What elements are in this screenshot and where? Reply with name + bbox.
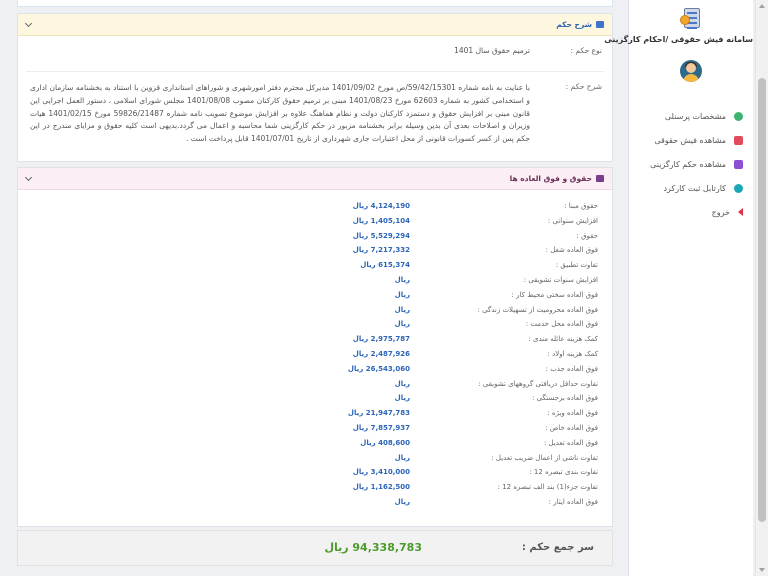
chevron-down-icon[interactable] — [25, 19, 32, 26]
salary-item-value: ریال — [394, 394, 410, 403]
top-strip — [17, 0, 613, 7]
salary-panel-title: حقوق و فوق العاده ها — [509, 174, 592, 183]
salary-item-row — [18, 217, 612, 231]
sidebar-item-label: مشاهده فیش حقوقی — [654, 135, 726, 145]
salary-item-name: فوق العاده برجستگی : — [532, 394, 598, 403]
salary-item-name: تفاوت حداقل دریافتی گروههای تشویقی : — [478, 379, 598, 388]
salary-item-row — [18, 246, 612, 260]
salary-item-name: تفاوت بندی تبصره 12 : — [529, 468, 598, 477]
main-content — [17, 0, 613, 576]
exit-icon — [738, 208, 743, 216]
scroll-down-icon[interactable] — [759, 568, 765, 572]
salary-item-row — [18, 261, 612, 275]
total-value: 94,338,783 ریال — [324, 541, 422, 554]
salary-item-value: ریال — [394, 453, 410, 462]
sidebar-item-personnel[interactable] — [629, 104, 743, 128]
salary-item-name: تفاوت جزء(1) بند الف تبصره 12 : — [497, 483, 598, 492]
total-label: سر جمع حکم : — [521, 542, 594, 553]
salary-item-value: 21,947,783 ریال — [347, 409, 410, 418]
scrollbar[interactable] — [755, 0, 768, 576]
ruling-desc-row — [26, 72, 604, 146]
salary-item-row — [18, 409, 612, 423]
salary-item-name: فوق العاده ایثار : — [548, 498, 598, 506]
salary-item-value: 7,217,332 ریال — [352, 246, 410, 255]
salary-panel — [17, 167, 613, 527]
salary-item-row — [18, 394, 612, 408]
salary-item-row — [18, 306, 612, 320]
sidebar-item-label: کارتابل ثبت کارکرد — [663, 183, 726, 193]
salary-item-name: فوق العاده محرومیت از تسهیلات زندگی : — [477, 305, 598, 314]
salary-panel-header[interactable] — [18, 168, 612, 190]
salary-item-name: کمک هزینه اولاد : — [547, 350, 598, 358]
salary-item-row — [18, 483, 612, 497]
salary-item-value: 7,857,937 ریال — [352, 424, 410, 432]
document-icon — [596, 21, 604, 28]
ruling-type-label: نوع حکم : — [570, 46, 602, 55]
ruling-type-row — [26, 36, 604, 72]
brand — [604, 0, 753, 44]
sidebar-menu — [629, 104, 753, 224]
sidebar-item-ruling[interactable] — [629, 152, 743, 176]
brand-title: سامانه فیش حقوقی /احکام کارگزینی — [604, 35, 753, 44]
sidebar-item-worklog[interactable] — [629, 176, 743, 200]
salary-item-name: افزایش سنواتی : — [547, 216, 598, 225]
salary-item-row — [18, 202, 612, 216]
salary-item-row — [18, 439, 612, 453]
salary-item-row — [18, 232, 612, 246]
salary-item-value: 2,487,926 ریال — [352, 350, 410, 358]
sidebar-item-exit[interactable] — [629, 200, 743, 224]
chevron-down-icon[interactable] — [25, 173, 32, 180]
salary-item-row — [18, 276, 612, 290]
salary-item-value: 1,162,500 ریال — [352, 483, 410, 492]
salary-item-value: 615,374 ریال — [360, 261, 410, 270]
salary-item-value: 1,405,104 ریال — [352, 216, 410, 225]
sidebar-item-label: خروج — [711, 207, 730, 217]
salary-item-name: فوق العاده جذب : — [545, 364, 598, 373]
salary-item-row — [18, 291, 612, 305]
salary-item-value: ریال — [394, 379, 410, 388]
salary-item-value: ریال — [394, 276, 410, 284]
salary-item-value: ریال — [394, 305, 410, 314]
salary-item-value: 2,975,787 ریال — [352, 335, 410, 344]
ruling-desc-label: شرح حکم : — [565, 82, 602, 91]
salary-item-row — [18, 454, 612, 468]
scroll-up-icon[interactable] — [759, 4, 765, 8]
salary-item-value: 408,600 ریال — [360, 438, 410, 447]
payslip-logo-icon — [679, 6, 703, 30]
ruling-panel-header[interactable] — [18, 14, 612, 36]
wallet-icon — [734, 160, 743, 169]
salary-item-row — [18, 380, 612, 394]
salary-item-value: 5,529,294 ریال — [352, 231, 410, 240]
money-icon — [596, 175, 604, 182]
salary-item-row — [18, 365, 612, 379]
salary-item-value: ریال — [394, 498, 410, 506]
salary-item-name: فوق العاده محل خدمت : — [525, 320, 598, 329]
sidebar-item-label: مشخصات پرسنلی — [664, 111, 726, 121]
salary-item-row — [18, 424, 612, 438]
salary-item-value: 4,124,190 ریال — [352, 202, 410, 210]
sidebar-item-label: مشاهده حکم کارگزینی — [650, 159, 726, 169]
avatar[interactable] — [680, 60, 702, 82]
salary-item-name: فوق العاده شغل : — [545, 246, 598, 255]
clock-icon — [734, 184, 743, 193]
payslip-icon — [734, 136, 743, 145]
salary-item-row — [18, 320, 612, 334]
ruling-desc-value: با عنایت به نامه شماره 59/42/15301/ص مورخ 1401/09/02 مدیرکل محترم دفتر امورشهری و شوراهای استانداری قزوین با استناد به بخشنامه سازمان اداری و استخدامی کشور به شماره 62603 مورخ 1401/08/23 مبنی بر ترمیم حقوق کارکنان مصوب 1401/08/08 مجلس شورای اسلامی ، دستور العمل اجرایی این قانون مبنی بر افزایش حقوق و دستمزد کارکنان دولت و نظام هماهنگ علاوه بر افزایش موضوع تصویب نامه شماره 59826/21487 مورخ 1401/02/15 هیات وزیران و اصلاحات بعدی آن بدین وسیله برابر بخشنامه مزبور در حکم کارگزینی شما محاسبه و اعمال می گردد.بدیهی است کلیه حقوق و مزایای مندرج در این حکم پس از کسر کسورات قانونی از محل اعتبارات جاری شهرداری از تاریخ 1401/07/01 قابل پرداخت است . — [30, 83, 530, 144]
ruling-panel — [17, 13, 613, 162]
salary-item-name: حقوق مبنا : — [564, 202, 598, 210]
scroll-thumb[interactable] — [758, 78, 766, 522]
salary-item-name: تفاوت تطبیق : — [555, 261, 598, 270]
salary-item-name: تفاوت ناشی از اعمال ضریب تعدیل : — [491, 453, 598, 462]
users-icon — [734, 112, 743, 121]
salary-item-name: افزایش سنوات تشویقی : — [523, 276, 598, 284]
salary-item-row — [18, 335, 612, 349]
salary-item-value: 3,410,000 ریال — [352, 468, 410, 477]
salary-item-value: ریال — [394, 320, 410, 329]
salary-item-name: فوق العاده سختی محیط کار : — [511, 290, 598, 299]
salary-item-name: فوق العاده تعدیل : — [543, 438, 598, 447]
salary-item-row — [18, 350, 612, 364]
salary-item-value: 26,543,060 ریال — [347, 364, 410, 373]
total-bar — [17, 530, 613, 566]
sidebar-item-payslip[interactable] — [629, 128, 743, 152]
salary-item-row — [18, 498, 612, 512]
salary-item-value: ریال — [394, 290, 410, 299]
salary-item-name: کمک هزینه عائله مندی : — [528, 335, 598, 344]
salary-item-row — [18, 468, 612, 482]
salary-item-name: فوق العاده خاص : — [545, 424, 598, 432]
salary-item-name: فوق العاده ویژه : — [547, 409, 598, 418]
ruling-type-value: ترمیم حقوق سال 1401 — [454, 46, 530, 55]
salary-item-name: حقوق : — [576, 231, 598, 240]
sidebar — [604, 0, 753, 576]
ruling-panel-title: شرح حکم — [556, 20, 592, 29]
